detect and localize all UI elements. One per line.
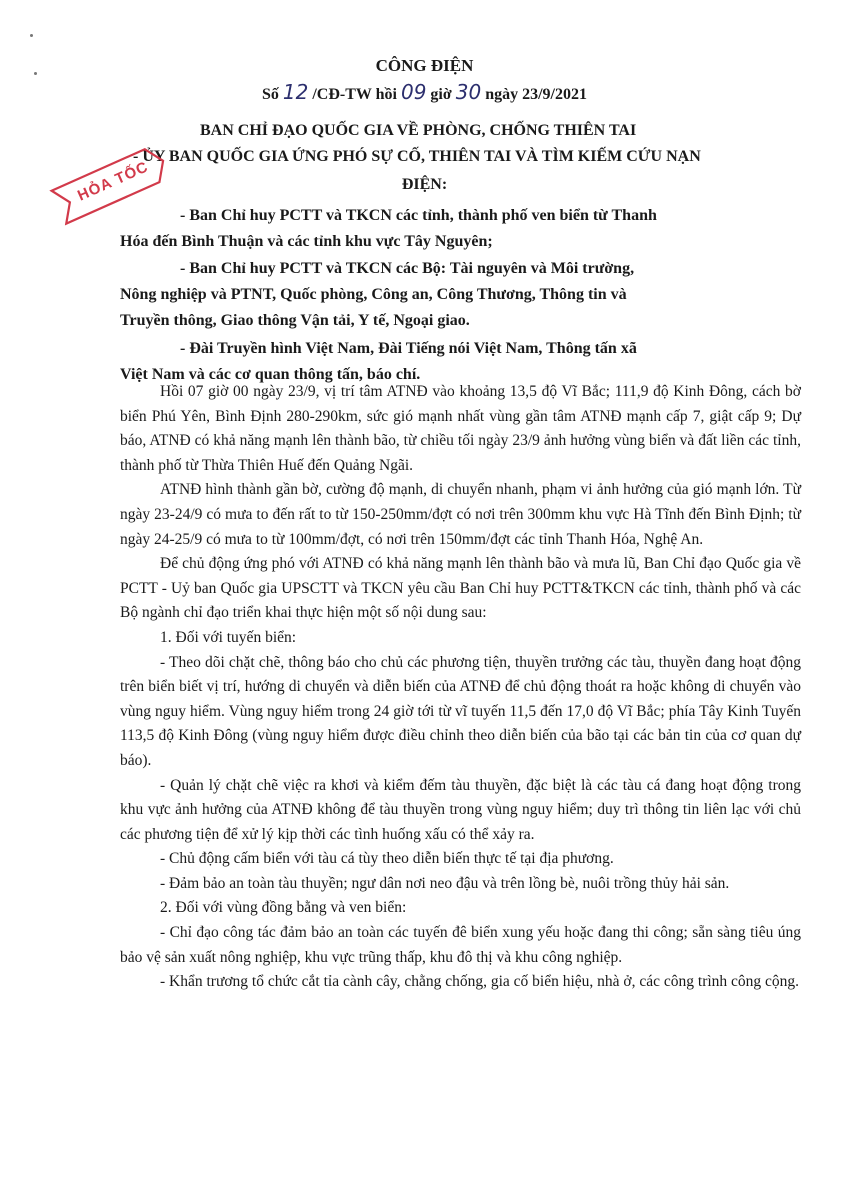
- recipient-2-line-1: - Ban Chỉ huy PCTT và TKCN các Bộ: Tài nguyên và Môi trường,: [180, 260, 635, 277]
- paragraph-forecast: ATNĐ hình thành gần bờ, cường độ mạnh, di chuyển nhanh, phạm vi ảnh hưởng của gió mạnh lớn. Từ ngày 23-24/9 có mưa to đến rất to từ 150-250mm/đợt có nơi trên 300mm khu vực Hà Tĩnh đến Bình Định; từ ngày 24-25/9 có mưa to từ 100mm/đợt, có nơi trên 150mm/đợt các tỉnh Thanh Hóa, Nghệ An.: [120, 481, 801, 548]
- section-1-item-b: - Quản lý chặt chẽ việc ra khơi và kiểm đếm tàu thuyền, đặc biệt là các tàu cá đang hoạt động trong khu vực ảnh hưởng của ATNĐ không để tàu thuyền trong vùng nguy hiểm; duy trì thông tin liên lạc với chủ các phương tiện để xử lý kịp thời các tình huống xấu có thể xảy ra.: [120, 776, 801, 843]
- recipient-2-line-2: Nông nghiệp và PTNT, Quốc phòng, Công an, Công Thương, Thông tin và: [120, 286, 627, 303]
- section-2-heading: 2. Đối với vùng đồng bằng và ven biển:: [160, 899, 407, 917]
- recipient-3-line-1: - Đài Truyền hình Việt Nam, Đài Tiếng nói Việt Nam, Thông tấn xã: [180, 340, 637, 357]
- section-2-item-b: - Khẩn trương tổ chức cắt tỉa cành cây, chằng chống, gia cố biển hiệu, nhà ở, các công trình công cộng.: [160, 973, 800, 991]
- section-1-item-c: - Chủ động cấm biển với tàu cá tùy theo diễn biến thực tế tại địa phương.: [160, 850, 614, 868]
- document-body: [120, 380, 801, 995]
- section-1-item-a: - Theo dõi chặt chẽ, thông báo cho chủ các phương tiện, thuyền trưởng các tàu, thuyền đang hoạt động trên biển biết vị trí, hướng di chuyển và diễn biến của ATNĐ để chủ động thoát ra hoặc không di chuyển vào vùng nguy hiểm. Vùng nguy hiểm trong 24 giờ tới từ vĩ tuyến 11,5 đến 17,0 độ Vĩ Bắc; phía Tây Kinh Tuyến 113,5 độ Kinh Đông (vùng nguy hiểm được điều chỉnh theo diễn biến của bão tại các bản tin của cơ quan dự báo).: [120, 653, 801, 769]
- recipients-label: ĐIỆN:: [401, 176, 448, 193]
- handwritten-number: 12: [282, 80, 309, 104]
- issuer-line-1: BAN CHỈ ĐẠO QUỐC GIA VỀ PHÒNG, CHỐNG THIÊN TAI: [200, 122, 637, 139]
- issuer-line-2: - ỦY BAN QUỐC GIA ỨNG PHÓ SỰ CỐ, THIÊN TAI VÀ TÌM KIẾM CỨU NẠN: [133, 148, 701, 165]
- document-type-title: CÔNG ĐIỆN: [375, 56, 474, 75]
- recipient-2: [120, 256, 800, 334]
- handwritten-hour: 09: [400, 80, 427, 104]
- scan-speck: [30, 34, 33, 37]
- document-number-line: [0, 80, 849, 104]
- stamp-label: HỎA TỐC: [75, 158, 152, 205]
- recipient-2-line-3: Truyền thông, Giao thông Vận tải, Y tế, Ngoại giao.: [120, 312, 470, 329]
- number-prefix: Số: [262, 86, 283, 103]
- recipient-1-line-1: - Ban Chỉ huy PCTT và TKCN các tỉnh, thành phố ven biển từ Thanh: [180, 207, 657, 224]
- issue-date: ngày 23/9/2021: [481, 86, 587, 103]
- recipient-1: [120, 203, 800, 255]
- number-mid: /CĐ-TW hồi: [308, 86, 401, 103]
- recipient-1-line-2: Hóa đến Bình Thuận và các tỉnh khu vực Tây Nguyên;: [120, 233, 493, 250]
- section-1-item-d: - Đảm bảo an toàn tàu thuyền; ngư dân nơi neo đậu và trên lồng bè, nuôi trồng thủy hải sản.: [160, 874, 730, 892]
- section-2-item-a: - Chỉ đạo công tác đảm bảo an toàn các tuyến đê biển xung yếu hoặc đang thi công; sẵn sàng tiêu úng bảo vệ sản xuất nông nghiệp, khu vực trũng thấp, khu đô thị và khu công nghiệp.: [120, 924, 801, 966]
- paragraph-request: Để chủ động ứng phó với ATNĐ có khả năng mạnh lên thành bão và mưa lũ, Ban Chỉ đạo Quốc gia về PCTT - Uỷ ban Quốc gia UPSCTT và TKCN yêu cầu Ban Chỉ huy PCTT&TKCN các tỉnh, thành phố và các Bộ ngành chỉ đạo triển khai thực hiện một số nội dung sau:: [120, 555, 801, 622]
- hour-mid: giờ: [426, 86, 456, 103]
- handwritten-minute: 30: [455, 80, 482, 104]
- recipient-3-line-2: Việt Nam và các cơ quan thông tấn, báo chí.: [120, 366, 421, 383]
- section-1-heading: 1. Đối với tuyến biển:: [160, 628, 297, 646]
- paragraph-situation: Hồi 07 giờ 00 ngày 23/9, vị trí tâm ATNĐ vào khoảng 13,5 độ Vĩ Bắc; 111,9 độ Kinh Đông, cách bờ biển Phú Yên, Bình Định 280-290km, sức gió mạnh nhất vùng gần tâm ATNĐ mạnh cấp 7, giật cấp 9; Dự báo, ATNĐ có khả năng mạnh lên thành bão, từ chiều tối ngày 23/9 ảnh hưởng vùng biển và đất liền các tỉnh, thành phố từ Thừa Thiên Huế đến Quảng Ngãi.: [120, 383, 801, 474]
